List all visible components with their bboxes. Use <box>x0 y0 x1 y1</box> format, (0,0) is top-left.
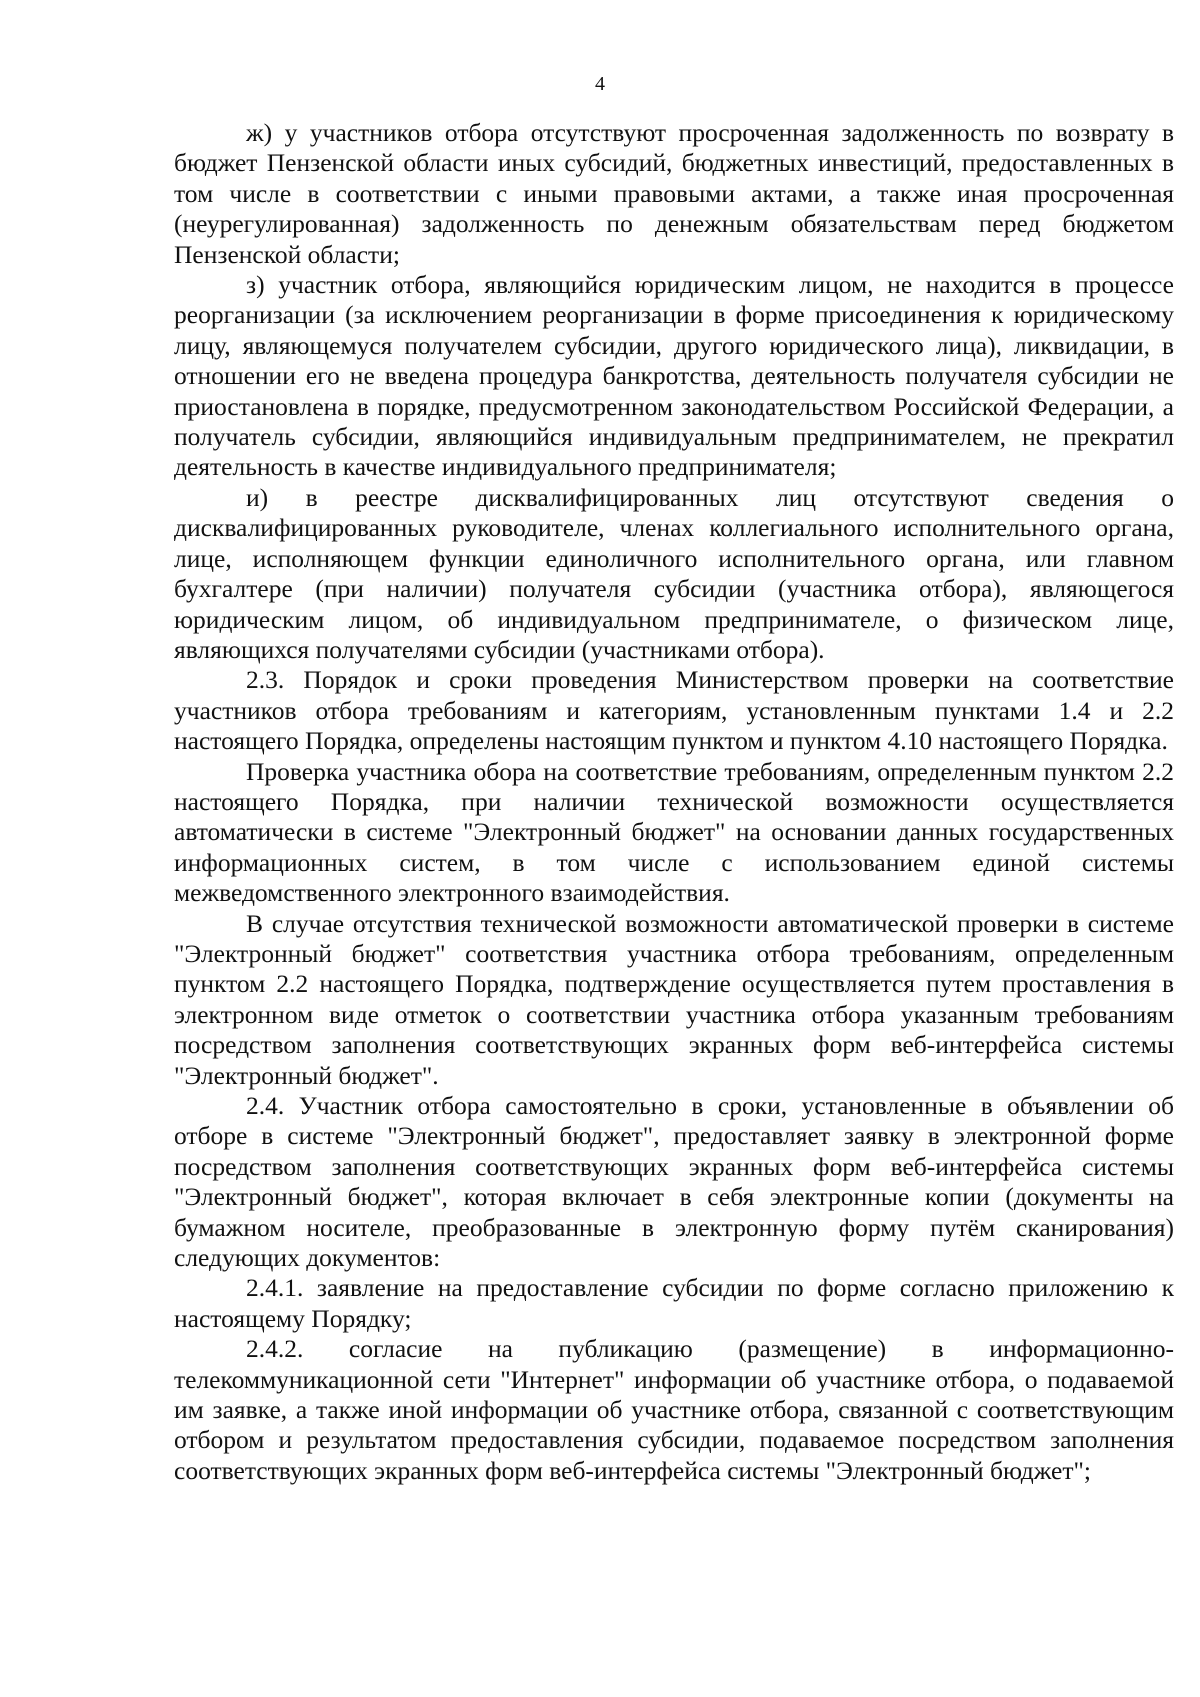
paragraph-2-4: 2.4. Участник отбора самостоятельно в сроки, установленные в объявлении об отборе в системе "Электронный бюджет", предоставляет заявку в электронной форме посредством заполнения соответствующих экранных форм веб-интерфейса системы "Электронный бюджет", которая включает в себя электронные копии (документы на бумажном носителе, преобразованные в электронную форму путём сканирования) следующих документов: <box>174 1091 1174 1273</box>
paragraph-2-4-2: 2.4.2. согласие на публикацию (размещение) в информационно-телекоммуникационной сети "Интернет" информации об участнике отбора, о подаваемой им заявке, а также иной информации об участнике отбора, связанной с соответствующим отбором и результатом предоставления субсидии, подаваемое посредством заполнения соответствующих экранных форм веб-интерфейса системы "Электронный бюджет"; <box>174 1334 1174 1485</box>
paragraph-z: з) участник отбора, являющийся юридическим лицом, не находится в процессе реорганизации (за исключением реорганизации в форме присоединения к юридическому лицу, являющемуся получателем субсидии, другого юридического лица), ликвидации, в отношении его не введена процедура банкротства, деятельность получателя субсидии не приостановлена в порядке, предусмотренном законодательством Российской Федерации, а получатель субсидии, являющийся индивидуальным предпринимателем, не прекратил деятельность в качестве индивидуального предпринимателя; <box>174 270 1174 482</box>
paragraph-manual-check: В случае отсутствия технической возможности автоматической проверки в системе "Электронный бюджет" соответствия участника отбора требованиям, определенным пунктом 2.2 настоящего Порядка, подтверждение осуществляется путем проставления в электронном виде отметок о соответствии участника отбора указанным требованиям посредством заполнения соответствующих экранных форм веб-интерфейса системы "Электронный бюджет". <box>174 908 1174 1090</box>
document-body <box>174 118 1174 1486</box>
paragraph-zh: ж) у участников отбора отсутствуют просроченная задолженность по возврату в бюджет Пензенской области иных субсидий, бюджетных инвестиций, предоставленных в том числе в соответствии с иными правовыми актами, а также иная просроченная (неурегулированная) задолженность по денежным обязательствам перед бюджетом Пензенской области; <box>174 118 1174 269</box>
paragraph-2-3: 2.3. Порядок и сроки проведения Министерством проверки на соответствие участников отбора требованиям и категориям, установленным пунктами 1.4 и 2.2 настоящего Порядка, определены настоящим пунктом и пунктом 4.10 настоящего Порядка. <box>174 665 1174 756</box>
paragraph-2-4-1: 2.4.1. заявление на предоставление субсидии по форме согласно приложению к настоящему Порядку; <box>174 1273 1174 1333</box>
paragraph-i: и) в реестре дисквалифицированных лиц отсутствуют сведения о дисквалифицированных руководителе, членах коллегиального исполнительного органа, лице, исполняющем функции единоличного исполнительного органа, или главном бухгалтере (при наличии) получателя субсидии (участника отбора), являющегося юридическим лицом, об индивидуальном предпринимателе, о физическом лице, являющихся получателями субсидии (участниками отбора). <box>174 482 1174 664</box>
paragraph-automatic-check: Проверка участника обора на соответствие требованиям, определенным пунктом 2.2 настоящего Порядка, при наличии технической возможности осуществляется автоматически в системе "Электронный бюджет" на основании данных государственных информационных систем, в том числе с использованием единой системы межведомственного электронного взаимодействия. <box>174 756 1174 908</box>
page-number: 4 <box>595 73 605 95</box>
